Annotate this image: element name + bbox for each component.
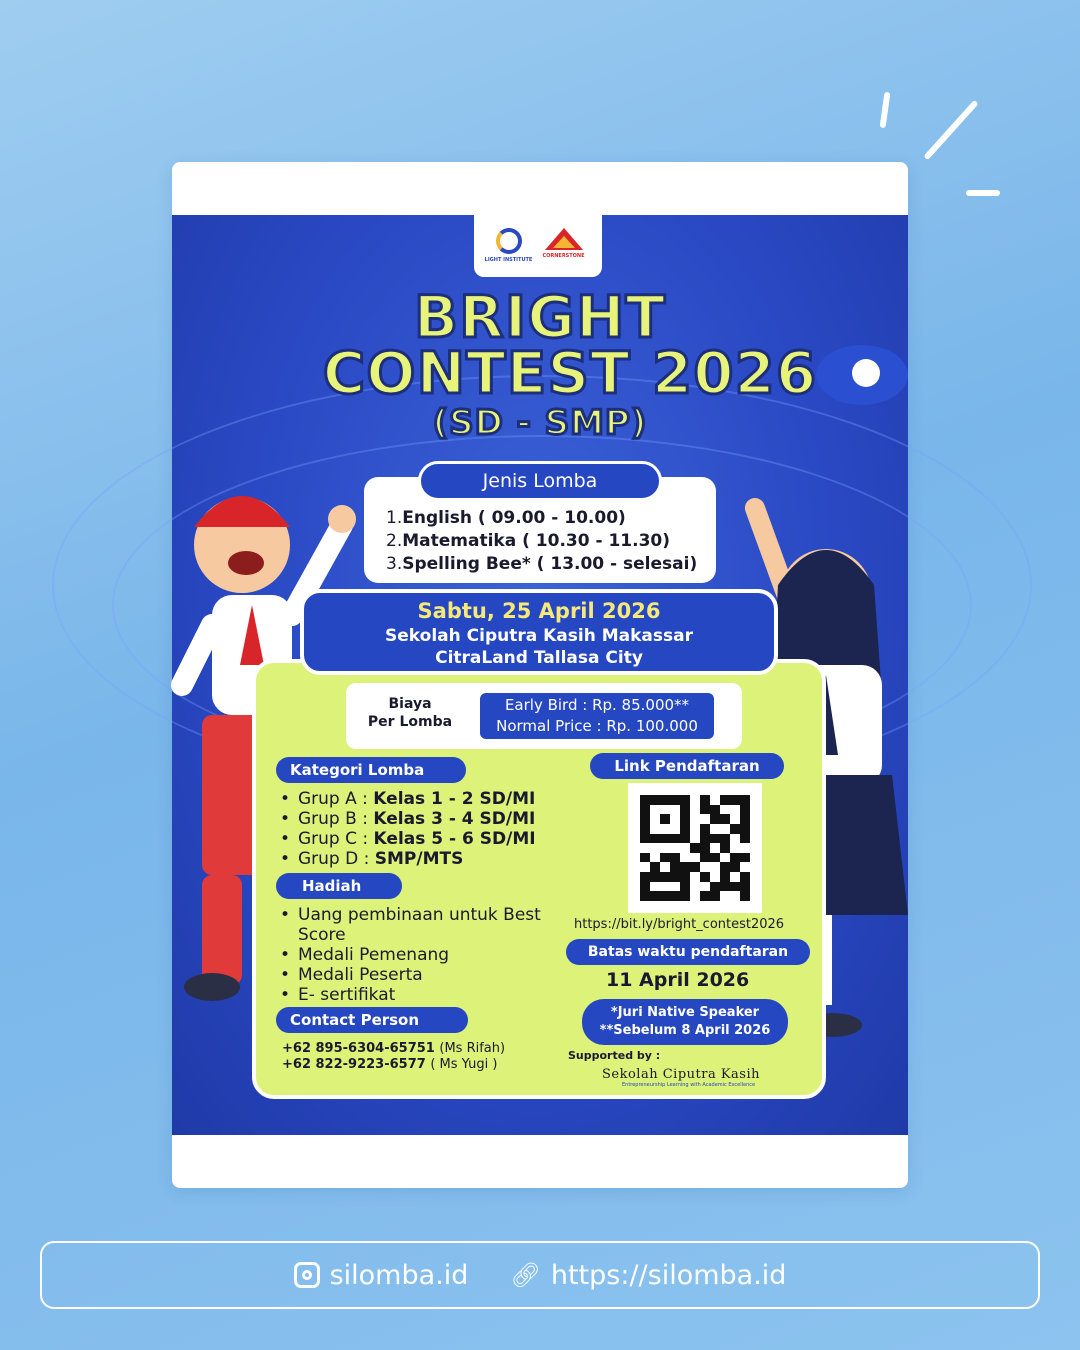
deadline-label: Batas waktu pendaftaran bbox=[566, 939, 810, 965]
poster bbox=[172, 215, 908, 1178]
poster-card bbox=[172, 162, 908, 1188]
website-link[interactable]: 🔗︎ https://silomba.id bbox=[510, 1259, 787, 1291]
sparkle-stroke-2 bbox=[923, 100, 978, 160]
fee-box bbox=[346, 683, 742, 749]
link-icon: 🔗︎ bbox=[510, 1261, 541, 1289]
details-panel bbox=[252, 659, 826, 1099]
kategori-heading: Kategori Lomba bbox=[276, 757, 466, 783]
list-item: • Grup A : Kelas 1 - 2 SD/MI bbox=[276, 789, 536, 809]
list-item: 2.Matematika ( 10.30 - 11.30) bbox=[386, 531, 671, 551]
hadiah-heading: Hadiah bbox=[276, 873, 402, 899]
instagram-icon bbox=[358, 1163, 371, 1176]
list-item: • Medali Pemenang bbox=[276, 945, 546, 965]
instagram-handle-2: sekolahciputrakasih_mks bbox=[510, 1163, 690, 1178]
sekolah-ciputra-kasih-logo: Sekolah Ciputra Kasih Entrepreneurship Learning with Academic Excellence bbox=[602, 1067, 761, 1088]
event-info bbox=[300, 589, 778, 675]
registration-url[interactable]: https://bit.ly/bright_contest2026 bbox=[574, 917, 785, 932]
cornerstone-logo: CORNERSTONE bbox=[541, 226, 587, 266]
instagram-handle-1: light_institute bbox=[358, 1163, 464, 1178]
light-institute-logo: LIGHT INSTITUTE bbox=[490, 224, 526, 268]
list-item: 1.English ( 09.00 - 10.00) bbox=[386, 508, 626, 528]
list-item: • Grup B : Kelas 3 - 4 SD/MI bbox=[276, 809, 536, 829]
link-pendaftaran-heading: Link Pendaftaran bbox=[590, 753, 784, 779]
title-line-3: (SD - SMP) bbox=[432, 403, 648, 443]
sparkle-stroke-1 bbox=[880, 92, 891, 128]
notes-box: *Juri Native Speaker **Sebelum 8 April 2026 bbox=[582, 999, 788, 1045]
instagram-icon bbox=[510, 1163, 523, 1176]
title-line-1: BRIGHT bbox=[413, 283, 667, 351]
list-item: • Medali Peserta bbox=[276, 965, 546, 985]
deadline-date: 11 April 2026 bbox=[606, 969, 750, 991]
list-item: • Uang pembinaan untuk Best Score bbox=[276, 905, 546, 945]
sparkle-stroke-3 bbox=[966, 190, 1000, 196]
footer-bar bbox=[40, 1241, 1040, 1309]
contact-info: +62 895-6304-65751 (Ms Rifah) +62 822-9223-6577 ( Ms Yugi ) bbox=[282, 1041, 506, 1072]
supported-label: Supported by : bbox=[568, 1049, 661, 1062]
title-line-2: CONTEST 2026 bbox=[322, 339, 818, 407]
qr-pattern bbox=[640, 795, 750, 901]
list-item: • Grup D : SMP/MTS bbox=[276, 849, 536, 869]
list-item: • Grup C : Kelas 5 - 6 SD/MI bbox=[276, 829, 536, 849]
fee-prices: Early Bird : Rp. 85.000** Normal Price : Rp. 100.000 bbox=[480, 693, 714, 739]
registration-qr-code[interactable] bbox=[628, 783, 762, 913]
contact-heading: Contact Person bbox=[276, 1007, 468, 1033]
event-place: Sekolah Ciputra Kasih Makassar bbox=[385, 626, 693, 646]
hadiah-list bbox=[276, 905, 546, 1005]
fee-label: Biaya Per Lomba bbox=[367, 696, 453, 730]
kategori-list bbox=[276, 789, 536, 869]
instagram-icon bbox=[294, 1262, 320, 1288]
jenis-lomba-heading: Jenis Lomba bbox=[418, 461, 662, 501]
event-date: Sabtu, 25 April 2026 bbox=[417, 599, 661, 623]
list-item: 3.Spelling Bee* ( 13.00 - selesai) bbox=[386, 554, 698, 574]
event-place-sub: CitraLand Tallasa City bbox=[435, 648, 643, 668]
organizer-logos bbox=[474, 215, 602, 277]
instagram-link[interactable]: silomba.id bbox=[294, 1260, 469, 1291]
list-item: • E- sertifikat bbox=[276, 985, 546, 1005]
